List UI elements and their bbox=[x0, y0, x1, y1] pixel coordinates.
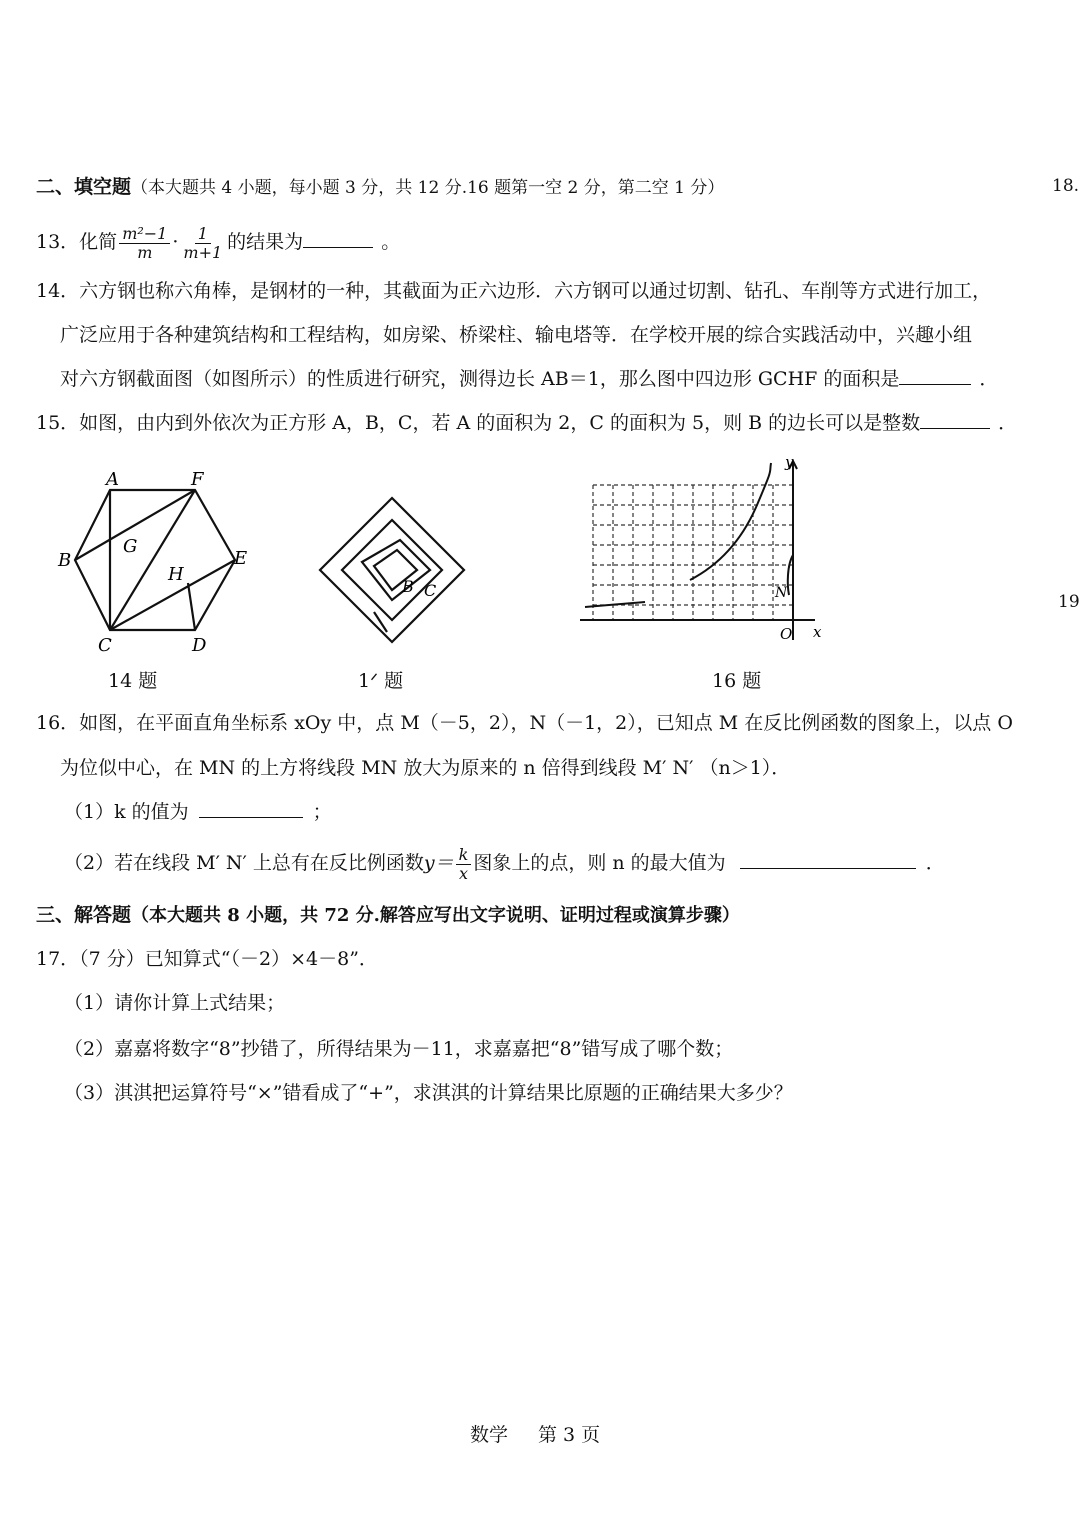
label-D: D bbox=[192, 635, 207, 655]
q13-fraction-1 bbox=[119, 225, 170, 262]
segment-FC bbox=[110, 490, 195, 630]
page-footer bbox=[470, 1422, 600, 1448]
footer-subject: 数学 bbox=[470, 1424, 509, 1446]
q17-stem: 17．（7 分）已知算式“（－2）×4－8”． bbox=[36, 948, 378, 970]
q16-part-1-text: （1）k 的值为 bbox=[64, 801, 189, 823]
label-G: G bbox=[123, 536, 138, 557]
section3-note: （本大题共 8 小题，共 72 分.解答应写出文字说明、证明过程或演算步骤） bbox=[131, 905, 740, 926]
q16-line-2: 为位似中心，在 MN 的上方将线段 MN 放大为原来的 n 倍得到线段 M′ N′ （n＞1）． bbox=[60, 757, 791, 779]
q16-fraction bbox=[456, 846, 472, 883]
q13-frac1-numerator: m²−1 bbox=[119, 225, 170, 244]
q16-frac-numerator: k bbox=[456, 846, 472, 865]
q16-part-1 bbox=[64, 799, 332, 825]
q17-part-3: （3）淇淇把运算符号“×”错看成了“+”，求淇淇的计算结果比原题的正确结果大多少？ bbox=[64, 1082, 793, 1104]
figure-15-caption: 1ᐟ 题 bbox=[358, 670, 404, 692]
figure-16-coordinate-grid bbox=[575, 455, 835, 645]
label-B: B bbox=[402, 577, 414, 596]
label-A: A bbox=[106, 469, 119, 490]
q13-dot: · bbox=[172, 231, 179, 253]
q16-part-1-end: ； bbox=[312, 801, 332, 823]
q16-part-2-blank[interactable] bbox=[740, 850, 916, 869]
label-y: y bbox=[785, 455, 794, 471]
q17-part-2: （2）嘉嘉将数字“8”抄错了，所得结果为－11，求嘉嘉把“8”错写成了哪个数； bbox=[64, 1038, 734, 1060]
q16-part-2-y: y＝ bbox=[423, 852, 454, 874]
q13-fraction-2 bbox=[180, 225, 225, 262]
q14-line-3 bbox=[60, 366, 998, 392]
q16-frac-denominator: x bbox=[458, 863, 469, 883]
section2-header bbox=[36, 174, 724, 201]
dashed-grid bbox=[593, 485, 793, 620]
footer-page-number: 第 3 页 bbox=[538, 1424, 601, 1446]
label-N: N bbox=[775, 585, 788, 601]
q13-frac1-denominator: m bbox=[137, 242, 153, 262]
q13-frac2-numerator: 1 bbox=[195, 225, 211, 244]
figure-14-caption: 14 题 bbox=[108, 670, 158, 692]
figure-16-caption: 16 题 bbox=[712, 670, 762, 692]
q13-end: 。 bbox=[381, 231, 401, 253]
q14-line-1: 14．六方钢也称六角棒，是钢材的一种，其截面为正六边形．六方钢可以通过切割、钻孔、车削等方式进行加工， bbox=[36, 280, 992, 302]
q14-end: ． bbox=[979, 368, 999, 390]
q13-frac2-denominator: m+1 bbox=[183, 242, 223, 262]
q14-line-2: 广泛应用于各种建筑结构和工程结构，如房梁、桥梁柱、输电塔等．在学校开展的综合实践活动中，兴趣小组 bbox=[60, 324, 973, 346]
q13-prefix: 13．化简 bbox=[36, 231, 118, 253]
label-C: C bbox=[424, 581, 437, 600]
label-x: x bbox=[813, 623, 822, 641]
q13-suffix: 的结果为 bbox=[227, 231, 304, 253]
q13-answer-blank[interactable] bbox=[303, 229, 373, 248]
label-B: B bbox=[58, 550, 72, 571]
margin-number-19: 19 bbox=[1058, 592, 1080, 612]
figure-15-squares bbox=[312, 492, 477, 652]
section2-title: 二、填空题 bbox=[36, 176, 132, 198]
q16-part-1-blank[interactable] bbox=[199, 799, 303, 818]
section3-header bbox=[36, 902, 740, 929]
q14-answer-blank[interactable] bbox=[899, 366, 971, 385]
q15-end: ． bbox=[998, 412, 1018, 434]
hexagon-outline bbox=[75, 490, 235, 630]
square-B bbox=[342, 520, 442, 620]
section3-title: 三、解答题 bbox=[36, 904, 132, 926]
label-O: O bbox=[780, 625, 793, 643]
q15-text: 15．如图，由内到外依次为正方形 A，B，C，若 A 的面积为 2，C 的面积为 5，则 B 的边长可以是整数 bbox=[36, 412, 921, 434]
label-H: H bbox=[168, 564, 184, 585]
q17-part-1: （1）请你计算上式结果； bbox=[64, 992, 286, 1014]
figure-14-hexagon bbox=[50, 465, 260, 655]
q16-part-2-text: （2）若在线段 M′ N′ 上总有在反比例函数 bbox=[64, 852, 424, 874]
segment-DH bbox=[188, 583, 195, 630]
label-E: E bbox=[234, 548, 248, 569]
question-13 bbox=[36, 222, 400, 262]
q16-part-2-suffix: 图象上的点，则 n 的最大值为 bbox=[473, 852, 726, 874]
q14-line-3-text: 对六方钢截面图（如图所示）的性质进行研究，测得边长 AB＝1，那么图中四边形 GCHF 的面积是 bbox=[60, 368, 900, 390]
label-F: F bbox=[191, 469, 204, 490]
q15-answer-blank[interactable] bbox=[920, 410, 990, 429]
q16-part-2-end: ． bbox=[925, 852, 945, 874]
curve-right-branch bbox=[690, 463, 771, 580]
margin-number-18: 18. bbox=[1052, 176, 1080, 196]
q16-part-2 bbox=[64, 843, 945, 883]
label-C: C bbox=[98, 635, 112, 655]
question-15 bbox=[36, 410, 1017, 436]
q16-line-1: 16．如图，在平面直角坐标系 xOy 中，点 M（－5，2），N（－1，2），已知点 M 在反比例函数的图象上，以点 O bbox=[36, 712, 1013, 734]
section2-note: （本大题共 4 小题，每小题 3 分，共 12 分.16 题第一空 2 分，第二空 1 分） bbox=[131, 178, 725, 198]
